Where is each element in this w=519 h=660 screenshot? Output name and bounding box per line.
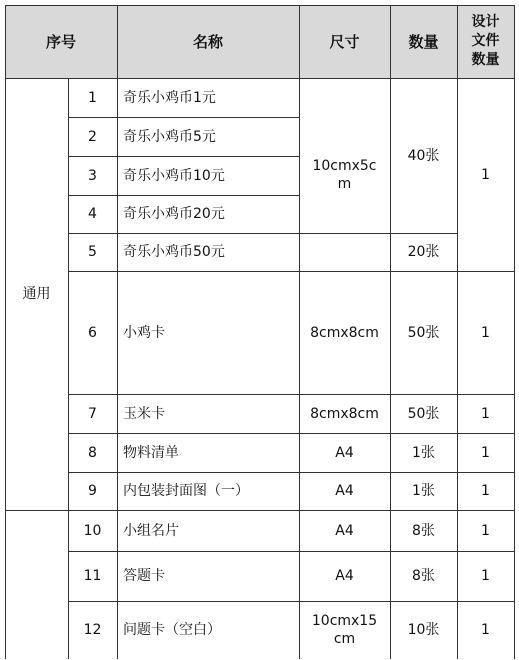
rule-row-5: [68, 271, 515, 272]
row-name-2: 奇乐小鸡币5元: [123, 128, 216, 145]
header-name: 名称: [192, 32, 223, 51]
rule-col-qty: [390, 5, 391, 659]
qty-row-5: 20张: [407, 244, 440, 260]
rule-row-11: [68, 601, 515, 602]
rule-row-3: [68, 195, 299, 196]
row-name-10: 小组名片: [123, 522, 179, 539]
row-name-4: 奇乐小鸡币20元: [123, 206, 225, 222]
qty-row-12: 10张: [407, 621, 440, 638]
qty-row-9: 1张: [412, 483, 435, 499]
qty-row-8: 1张: [412, 444, 435, 461]
design-row-11: 1: [481, 568, 490, 584]
qty-row-11: 8张: [412, 568, 435, 584]
row-no-9: 9: [88, 483, 97, 499]
row-no-12: 12: [83, 621, 102, 638]
row-name-6: 小鸡卡: [123, 324, 165, 341]
design-row-10: 1: [481, 522, 490, 539]
row-no-4: 4: [88, 206, 97, 222]
design-row-6: 1: [481, 324, 490, 341]
header-size: 尺寸: [329, 32, 360, 51]
border-header-bottom: [5, 78, 515, 79]
rule-col-design: [457, 5, 458, 659]
group-general: 通用: [22, 286, 51, 302]
size-row-7: 8cmx8cm: [310, 405, 379, 422]
rule-row-10: [68, 551, 515, 552]
rule-row-7: [68, 433, 515, 434]
rule-col-seq: [68, 78, 69, 659]
row-name-8: 物料清单: [123, 444, 179, 461]
header-qty: 数量: [408, 32, 439, 51]
design-row-7: 1: [481, 405, 490, 422]
row-name-11: 答题卡: [123, 568, 165, 584]
design-row-12: 1: [481, 621, 490, 638]
qty-rows-1-4: 40张: [407, 147, 440, 164]
rule-col-name: [117, 5, 118, 659]
border-right: [514, 5, 515, 659]
row-name-1: 奇乐小鸡币1元: [123, 89, 216, 106]
qty-row-6: 50张: [407, 324, 440, 341]
border-left: [5, 5, 6, 659]
row-name-12: 问题卡（空白）: [123, 621, 221, 638]
design-row-8: 1: [481, 444, 490, 461]
group-second: [5, 510, 68, 658]
rule-row-4: [68, 233, 457, 234]
size-row-11: A4: [335, 568, 354, 584]
rule-row-9: [5, 510, 515, 511]
design-rows-1-5: 1: [481, 166, 490, 183]
row-name-3: 奇乐小鸡币10元: [123, 167, 225, 184]
size-row-9: A4: [335, 483, 354, 499]
row-name-5: 奇乐小鸡币50元: [123, 244, 225, 260]
header-design-count: 设计 文件 数量: [471, 14, 500, 68]
design-row-9: 1: [481, 483, 490, 499]
size-rows-1-5: 10cmx5c m: [312, 157, 377, 192]
row-no-11: 11: [83, 568, 102, 584]
border-top: [5, 5, 515, 6]
header-seq: 序号: [45, 32, 76, 51]
rule-row-1: [68, 117, 299, 118]
row-no-10: 10: [83, 522, 102, 539]
rule-row-2: [68, 156, 299, 157]
rule-col-size: [299, 5, 300, 659]
row-no-5: 5: [88, 244, 97, 260]
qty-row-7: 50张: [407, 405, 440, 422]
row-name-7: 玉米卡: [123, 405, 165, 422]
size-row-12: 10cmx15 cm: [311, 612, 378, 647]
size-row-8: A4: [335, 444, 354, 461]
row-no-3: 3: [88, 167, 97, 184]
size-row-10: A4: [335, 522, 354, 539]
row-no-2: 2: [88, 128, 97, 145]
row-no-7: 7: [88, 405, 97, 422]
qty-row-10: 8张: [412, 522, 435, 539]
row-no-8: 8: [88, 444, 97, 461]
row-name-9: 内包装封面图（一）: [123, 483, 249, 499]
row-no-1: 1: [88, 89, 97, 106]
rule-row-6: [68, 394, 515, 395]
row-no-6: 6: [88, 324, 97, 341]
size-row-6: 8cmx8cm: [310, 324, 379, 341]
rule-row-8: [68, 472, 515, 473]
